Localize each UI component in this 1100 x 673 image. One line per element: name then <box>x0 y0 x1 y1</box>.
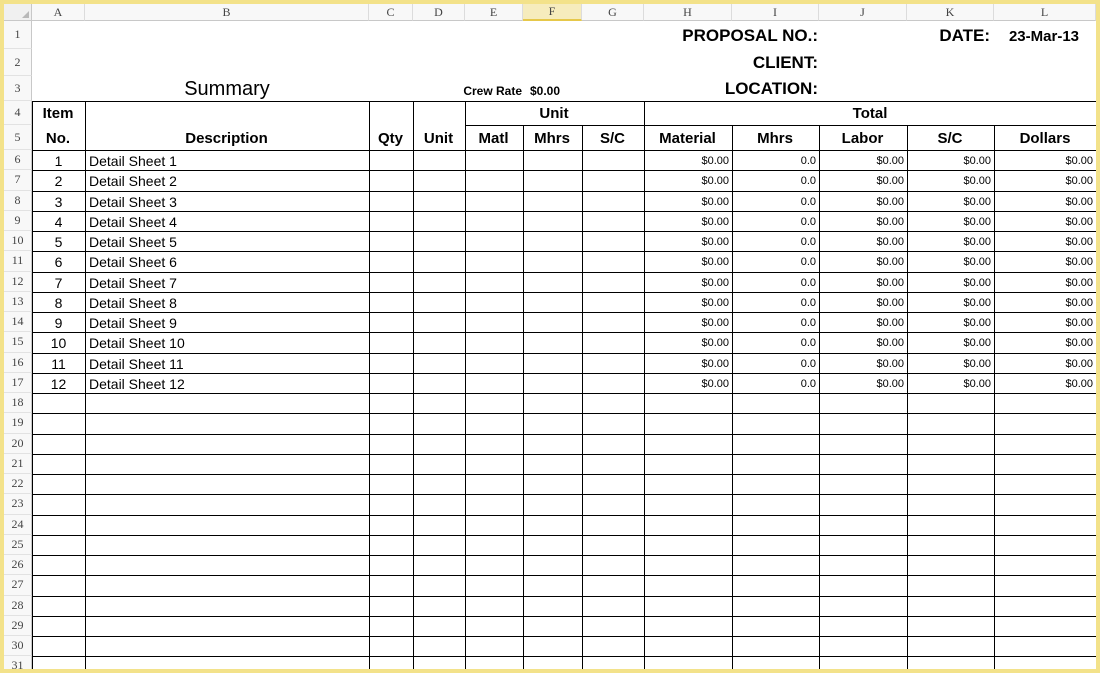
total-mhrs-cell[interactable]: 0.0 <box>800 336 816 349</box>
labor-cell[interactable]: $0.00 <box>876 276 904 289</box>
material-cell[interactable]: $0.00 <box>701 316 729 329</box>
crew-rate-value[interactable]: $0.00 <box>530 84 561 98</box>
description-cell[interactable]: Detail Sheet 6 <box>89 253 177 270</box>
row-header-13[interactable]: 13 <box>4 292 32 312</box>
grid-line <box>465 101 466 669</box>
dollars-cell[interactable]: $0.00 <box>1065 215 1093 228</box>
item-number-cell[interactable]: 5 <box>54 233 63 250</box>
total-sc-cell[interactable]: $0.00 <box>963 296 991 309</box>
select-all-corner[interactable] <box>4 4 32 21</box>
item-number-cell[interactable]: 2 <box>54 172 63 189</box>
row-header-22[interactable]: 22 <box>4 474 32 494</box>
total-mhrs-cell[interactable]: 0.0 <box>800 195 816 208</box>
total-sc-cell[interactable]: $0.00 <box>963 336 991 349</box>
labor-cell[interactable]: $0.00 <box>876 296 904 309</box>
total-sc-cell[interactable]: $0.00 <box>963 255 991 268</box>
labor-cell[interactable]: $0.00 <box>876 215 904 228</box>
summary-title: Summary <box>184 77 270 100</box>
labor-cell[interactable]: $0.00 <box>876 255 904 268</box>
description-cell[interactable]: Detail Sheet 7 <box>89 274 177 291</box>
row-header-18[interactable]: 18 <box>4 393 32 413</box>
item-number-cell[interactable]: 7 <box>54 274 63 291</box>
total-mhrs-cell[interactable]: 0.0 <box>800 154 816 167</box>
material-cell[interactable]: $0.00 <box>701 255 729 268</box>
location-label: LOCATION: <box>724 79 818 98</box>
material-cell[interactable]: $0.00 <box>701 296 729 309</box>
row-header-1[interactable]: 1 <box>4 21 32 49</box>
grid-line <box>413 101 414 669</box>
column-header-d[interactable]: D <box>413 4 465 21</box>
date-label: DATE: <box>939 26 990 45</box>
proposal-label: PROPOSAL NO.: <box>682 26 818 45</box>
row-header-2[interactable]: 2 <box>4 49 32 76</box>
item-no-header: No. <box>45 129 71 147</box>
row-header-7[interactable]: 7 <box>4 170 32 190</box>
labor-cell[interactable]: $0.00 <box>876 357 904 370</box>
row-header-10[interactable]: 10 <box>4 231 32 251</box>
row-header-26[interactable]: 26 <box>4 555 32 575</box>
total-group-header: Total <box>852 104 888 122</box>
dollars-cell[interactable]: $0.00 <box>1065 154 1093 167</box>
row-header-16[interactable]: 16 <box>4 353 32 373</box>
labor-cell[interactable]: $0.00 <box>876 235 904 248</box>
description-cell[interactable]: Detail Sheet 10 <box>89 334 185 351</box>
row-header-6[interactable]: 6 <box>4 150 32 170</box>
column-header-k[interactable]: K <box>907 4 994 21</box>
total-sc-header: S/C <box>937 129 963 147</box>
total-mhrs-cell[interactable]: 0.0 <box>800 296 816 309</box>
item-number-cell[interactable]: 6 <box>54 253 63 270</box>
grid-line <box>369 101 370 669</box>
row-header-15[interactable]: 15 <box>4 332 32 352</box>
unit-sc-header: S/C <box>599 129 625 147</box>
grid-line <box>582 125 583 669</box>
column-header-f[interactable]: F <box>523 4 582 21</box>
row-header-23[interactable]: 23 <box>4 494 32 514</box>
dollars-cell[interactable]: $0.00 <box>1065 255 1093 268</box>
grid-line <box>32 434 1096 435</box>
labor-cell[interactable]: $0.00 <box>876 154 904 167</box>
material-cell[interactable]: $0.00 <box>701 357 729 370</box>
labor-cell[interactable]: $0.00 <box>876 195 904 208</box>
qty-header: Qty <box>377 129 403 147</box>
labor-cell[interactable]: $0.00 <box>876 377 904 390</box>
grid-line <box>32 474 1096 475</box>
total-sc-cell[interactable]: $0.00 <box>963 195 991 208</box>
unit-group-header: Unit <box>539 104 569 122</box>
material-cell[interactable]: $0.00 <box>701 174 729 187</box>
total-sc-cell[interactable]: $0.00 <box>963 154 991 167</box>
dollars-cell[interactable]: $0.00 <box>1065 174 1093 187</box>
row-header-14[interactable]: 14 <box>4 312 32 332</box>
row-header-9[interactable]: 9 <box>4 211 32 231</box>
row-header-29[interactable]: 29 <box>4 616 32 636</box>
material-header: Material <box>659 129 716 147</box>
grid-line <box>32 575 1096 576</box>
watermark <box>44 621 244 635</box>
material-cell[interactable]: $0.00 <box>701 377 729 390</box>
total-mhrs-cell[interactable]: 0.0 <box>800 235 816 248</box>
grid-line <box>465 125 1096 126</box>
column-header-e[interactable]: E <box>465 4 523 21</box>
labor-cell[interactable]: $0.00 <box>876 316 904 329</box>
description-cell[interactable]: Detail Sheet 8 <box>89 294 177 311</box>
date-value[interactable]: 23-Mar-13 <box>1008 27 1080 45</box>
grid-line <box>32 515 1096 516</box>
total-sc-cell[interactable]: $0.00 <box>963 276 991 289</box>
item-number-cell[interactable]: 11 <box>51 355 66 372</box>
total-mhrs-cell[interactable]: 0.0 <box>800 174 816 187</box>
total-mhrs-header: Mhrs <box>757 129 793 147</box>
row-header-3[interactable]: 3 <box>4 76 32 101</box>
grid-line <box>32 413 1096 414</box>
grid-line <box>32 454 1096 455</box>
row-header-24[interactable]: 24 <box>4 515 32 535</box>
item-number-cell[interactable]: 1 <box>54 152 63 169</box>
grid-line <box>32 616 1096 617</box>
total-sc-cell[interactable]: $0.00 <box>963 357 991 370</box>
unit-mhrs-header: Mhrs <box>534 129 570 147</box>
labor-cell[interactable]: $0.00 <box>876 336 904 349</box>
description-header: Description <box>185 129 268 147</box>
row-header-21[interactable]: 21 <box>4 454 32 474</box>
grid-line <box>32 555 1096 556</box>
column-header-b[interactable]: B <box>85 4 369 21</box>
column-header-h[interactable]: H <box>644 4 732 21</box>
item-number-cell[interactable]: 9 <box>54 314 63 331</box>
total-sc-cell[interactable]: $0.00 <box>963 235 991 248</box>
material-cell[interactable]: $0.00 <box>701 215 729 228</box>
total-mhrs-cell[interactable]: 0.0 <box>800 316 816 329</box>
description-cell[interactable]: Detail Sheet 2 <box>89 172 177 189</box>
item-header: Item <box>42 104 74 122</box>
total-sc-cell[interactable]: $0.00 <box>963 215 991 228</box>
column-header-a[interactable]: A <box>32 4 85 21</box>
dollars-cell[interactable]: $0.00 <box>1065 357 1093 370</box>
description-cell[interactable]: Detail Sheet 3 <box>89 193 177 210</box>
grid-line <box>32 494 1096 495</box>
total-mhrs-cell[interactable]: 0.0 <box>800 357 816 370</box>
description-cell[interactable]: Detail Sheet 9 <box>89 314 177 331</box>
dollars-cell[interactable]: $0.00 <box>1065 316 1093 329</box>
item-number-cell[interactable]: 12 <box>50 375 67 392</box>
grid-line <box>523 125 524 669</box>
column-header-g[interactable]: G <box>582 4 644 21</box>
unit-header: Unit <box>423 129 454 147</box>
material-cell[interactable]: $0.00 <box>701 336 729 349</box>
dollars-cell[interactable]: $0.00 <box>1065 235 1093 248</box>
total-mhrs-cell[interactable]: 0.0 <box>800 215 816 228</box>
material-cell[interactable]: $0.00 <box>701 154 729 167</box>
total-mhrs-cell[interactable]: 0.0 <box>800 377 816 390</box>
item-number-cell[interactable]: 4 <box>54 213 63 230</box>
row-header-5[interactable]: 5 <box>4 125 32 150</box>
row-header-17[interactable]: 17 <box>4 373 32 393</box>
item-number-cell[interactable]: 10 <box>50 334 67 351</box>
column-header-c[interactable]: C <box>369 4 413 21</box>
total-mhrs-cell[interactable]: 0.0 <box>800 255 816 268</box>
row-header-4[interactable]: 4 <box>4 101 32 125</box>
crew-rate-label: Crew Rate <box>463 84 522 98</box>
description-cell[interactable]: Detail Sheet 12 <box>89 375 185 392</box>
description-cell[interactable]: Detail Sheet 1 <box>89 152 177 169</box>
row-header-19[interactable]: 19 <box>4 413 32 433</box>
grid-line <box>32 393 1096 394</box>
row-header-12[interactable]: 12 <box>4 272 32 292</box>
material-cell[interactable]: $0.00 <box>701 195 729 208</box>
column-header-j[interactable]: J <box>819 4 907 21</box>
grid-line <box>32 636 1096 637</box>
column-header-i[interactable]: I <box>732 4 819 21</box>
total-mhrs-cell[interactable]: 0.0 <box>800 276 816 289</box>
matl-header: Matl <box>478 129 509 147</box>
row-header-27[interactable]: 27 <box>4 575 32 595</box>
grid-line <box>32 656 1096 657</box>
dollars-cell[interactable]: $0.00 <box>1065 195 1093 208</box>
material-cell[interactable]: $0.00 <box>701 276 729 289</box>
dollars-cell[interactable]: $0.00 <box>1065 336 1093 349</box>
grid-line <box>32 101 1096 102</box>
row-header-20[interactable]: 20 <box>4 434 32 454</box>
row-header-11[interactable]: 11 <box>4 251 32 271</box>
total-sc-cell[interactable]: $0.00 <box>963 316 991 329</box>
row-header-8[interactable]: 8 <box>4 191 32 211</box>
material-cell[interactable]: $0.00 <box>701 235 729 248</box>
description-cell[interactable]: Detail Sheet 4 <box>89 213 177 230</box>
dollars-header: Dollars <box>1019 129 1071 147</box>
spreadsheet <box>4 4 1096 669</box>
grid-line <box>32 596 1096 597</box>
description-cell[interactable]: Detail Sheet 5 <box>89 233 177 250</box>
column-header-l[interactable]: L <box>994 4 1096 21</box>
item-number-cell[interactable]: 8 <box>54 294 63 311</box>
row-header-25[interactable]: 25 <box>4 535 32 555</box>
row-header-28[interactable]: 28 <box>4 596 32 616</box>
dollars-cell[interactable]: $0.00 <box>1065 296 1093 309</box>
dollars-cell[interactable]: $0.00 <box>1065 276 1093 289</box>
total-sc-cell[interactable]: $0.00 <box>963 377 991 390</box>
dollars-cell[interactable]: $0.00 <box>1065 377 1093 390</box>
row-header-31[interactable]: 31 <box>4 656 32 669</box>
client-label: CLIENT: <box>752 53 818 72</box>
row-header-30[interactable]: 30 <box>4 636 32 656</box>
grid-line <box>32 535 1096 536</box>
labor-cell[interactable]: $0.00 <box>876 174 904 187</box>
item-number-cell[interactable]: 3 <box>54 193 63 210</box>
description-cell[interactable]: Detail Sheet 11 <box>89 355 184 372</box>
labor-header: Labor <box>841 129 884 147</box>
total-sc-cell[interactable]: $0.00 <box>963 174 991 187</box>
